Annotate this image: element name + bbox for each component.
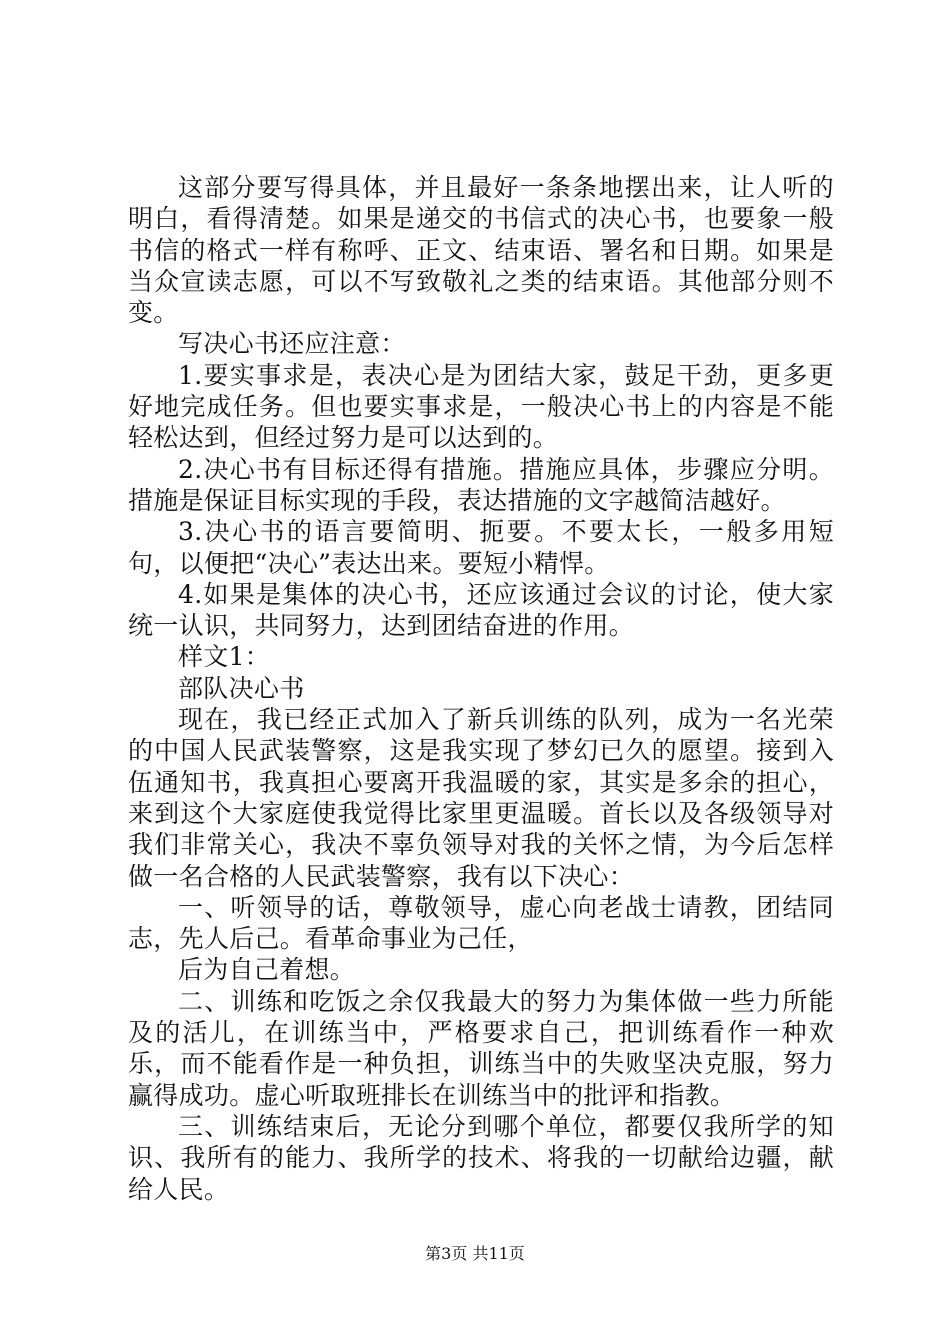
document-body [128, 172, 834, 1205]
paragraph: 3.决心书的语言要简明、扼要。不要太长，一般多用短句，以便把“决心”表达出来。要短小精悍。 [128, 517, 834, 578]
paragraph: 这部分要写得具体，并且最好一条条地摆出来，让人听的明白，看得清楚。如果是递交的书信式的决心书，也要象一般书信的格式一样有称呼、正文、结束语、署名和日期。如果是当众宣读志愿，可以不写致敬礼之类的结束语。其他部分则不变。 [128, 173, 834, 328]
sample-title: 部队决心书 [178, 673, 305, 703]
sample-label: 样文1： [178, 642, 271, 672]
paragraph: 二、训练和吃饭之余仅我最大的努力为集体做一些力所能及的活儿，在训练当中，严格要求自己，把训练看作一种欢乐，而不能看作是一种负担，训练当中的失败坚决克服，努力赢得成功。虚心听取班排长在训练当中的批评和指教。 [128, 986, 834, 1110]
paragraph: 1.要实事求是，表决心是为团结大家，鼓足干劲，更多更好地完成任务。但也要实事求是，一般决心书上的内容是不能轻松达到，但经过努力是可以达到的。 [128, 360, 834, 453]
paragraph: 现在，我已经正式加入了新兵训练的队列，成为一名光荣的中国人民武装警察，这是我实现了梦幻已久的愿望。接到入伍通知书，我真担心要离开我温暖的家，其实是多余的担心，来到这个大家庭使我觉得比家里更温暖。首长以及各级领导对我们非常关心，我决不辜负领导对我的关怀之情，为今后怎样做一名合格的人民武装警察，我有以下决心： [128, 705, 834, 891]
paragraph: 一、听领导的话，尊敬领导，虚心向老战士请教，团结同志，先人后己。看革命事业为己任， [128, 892, 834, 954]
paragraph: 三、训练结束后，无论分到哪个单位，都要仅我所学的知识、我所有的能力、我所学的技术、将我的一切献给边疆，献给人民。 [128, 1111, 834, 1204]
paragraph: 4.如果是集体的决心书，还应该通过会议的讨论，使大家统一认识，共同努力，达到团结奋进的作用。 [128, 579, 834, 641]
paragraph: 后为自己着想。 [178, 955, 356, 985]
paragraph: 写决心书还应注意： [178, 329, 406, 359]
page-footer: 第3页 共11页 [425, 1244, 525, 1263]
paragraph: 2.决心书有目标还得有措施。措施应具体，步骤应分明。措施是保证目标实现的手段，表达措施的文字越简洁越好。 [128, 454, 834, 515]
